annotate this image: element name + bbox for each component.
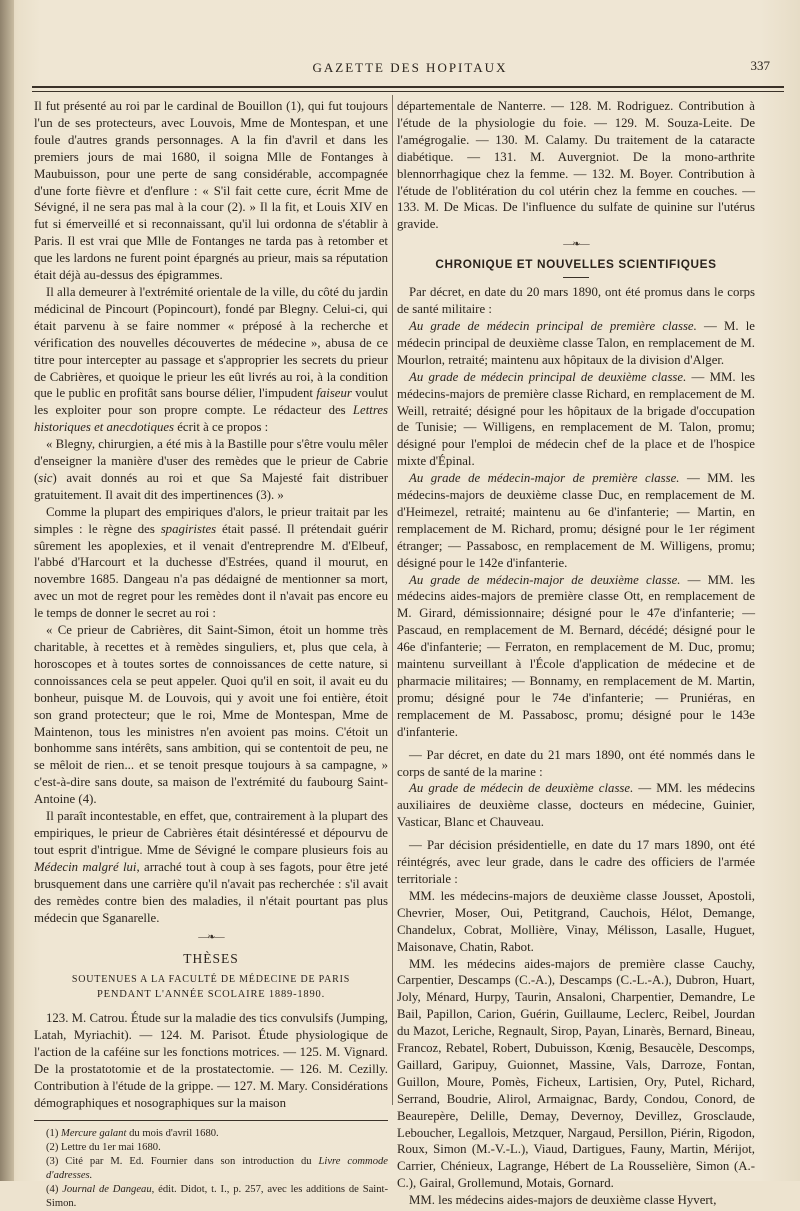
- paragraph: Au grade de médecin principal de première classe. — M. le médecin principal de deuxième classe Talon, en remplacement de M. Mourlon, retraité; maintenu aux hôpitaux de la division d'Alger.: [397, 318, 755, 367]
- right-column: [397, 98, 755, 1209]
- name-list: MM. les médecins-majors de deuxième classe Jousset, Apostoli, Chevrier, Moser, Oui, Petitgrand, Cauchois, Hélot, Demange, Chandelux, Cobrat, Mollière, Vinay, Mélisson, Lasalle, Huguet, Maisonave, Chatin, Rabot.: [397, 888, 755, 954]
- name-list: MM. les médecins aides-majors de première classe Cauchy, Carpentier, Descamps (C.-A.), Descamps (C.-L.-A.), Dubron, Huart, Joly, Ménard, Hurpy, Taurin, Ansaloni, Charpentier, Demandre, Le Bail, Papillon, Carion, Guérin, Guillaume, Leclerc, Reibel, Jourdan du Mazot, Leriche, Regnault, Sirop, Payan, Linarès, Bernard, Bineau, Francoz, Rebatel, Robert, Dubuisson, Kœnig, Besaucèle, Descomps, Gaillard, Garipuy, Guionnet, Massine, Vals, Darroze, Fontan, Guillon, Moure, Pomès, Ficheux, Lartisien, Ory, Putel, Richard, Serrand, Boudrie, Alirol, Armaignac, Bardy, Condou, Conord, de Beaurepère, Delille, Demay, Devernoy, Devillez, Grosclaude, Leboucher, Legallois, Metzquer, Nargaud, Persillon, Piérin, Rigodon, Roux, Simon (M.-V.-L.), Viaud, Dartigues, Fauny, Martin, Mérijot, Carrier, Chénieux, Lagrange, Hébert de La Rousselière, Simon (A.-C.), Gairal, Grollemund, Motais, Gornard.: [397, 956, 755, 1191]
- footnotes: [34, 1127, 388, 1211]
- paragraph: — Par décret, en date du 21 mars 1890, ont été nommés dans le corps de santé de la marine :: [397, 747, 755, 779]
- paragraph: Au grade de médecin de deuxième classe. — MM. les médecins auxiliaires de deuxième classe, docteurs en médecine, Guinier, Vasticar, Blanc et Chauveau.: [397, 781, 755, 830]
- paragraph: Comme la plupart des empiriques d'alors, le prieur traitait par les simples : le règne des spagiristes était passé. Il prétendait guérir sûrement les apoplexies, et il venait d'entreprendre M. d'Elbeuf, l'abbé d'Harcourt et la duchesse d'Estrées, quand il mourut, en novembre 1685. Dangeau n'a pas dédaigné de mentionner sa mort, avec un mot de regret pour les remèdes dont il n'avait pas encore eu le temps de donner le secret au roi :: [34, 504, 388, 621]
- paragraph: Au grade de médecin-major de première classe. — MM. les médecins-majors de deuxième classe Duc, en remplacement de M. d'Heimezel, retraité; maintenu au 6e d'infanterie; — Martin, en remplacement de M. Richard, promu; désigné pour le 1er régiment étranger; — Passabosc, en remplacement de M. Willigens, promu; désigné pour le 142e d'infanterie.: [397, 471, 755, 570]
- theses-subheading-year: PENDANT L'ANNÉE SCOLAIRE 1889-1890.: [96, 989, 326, 1001]
- page-number: 337: [750, 58, 770, 73]
- name-list: MM. les médecins aides-majors de deuxième classe Hyvert,: [409, 1193, 717, 1208]
- header-rule-thick: [32, 86, 784, 88]
- header-rule-thin: [32, 91, 784, 92]
- paragraph: Au grade de médecin-major de deuxième classe. — MM. les médecins aides-majors de première classe Ott, en remplacement de M. Girard, démissionnaire; désigné pour le 47e d'infanterie; — Pascaud, en remplacement de M. Bernard, décédé; désigné pour le 46e d'infanterie; — Ferraton, en remplacement de M. Duc, promu; maintenu surveillant à l'École d'application de médecine et de pharmacie militaires; — Bonnamy, en remplacement de M. Martin, promu; désigné pour le 74e d'infanterie; — Pruniéras, en remplacement de M. Passabosc, promu; désigné pour le 143e d'infanterie.: [397, 572, 755, 739]
- paragraph: Il paraît incontestable, en effet, que, contrairement à la plupart des empiriques, le prieur de Cabrières était désintéressé et dépourvu de tout esprit d'intrigue. Mme de Sévigné le compare plusieurs fois au Médecin malgré lui, arraché tout à coup à ses fagots, pour être jeté brusquement dans une carrière qu'il n'avait pas recherchée : s'il avait des remèdes contre bien des maladies, il n'était pourtant pas plus médecin que Sganarelle.: [34, 809, 388, 925]
- paragraph: Par décret, en date du 20 mars 1890, ont été promus dans le corps de santé militaire :: [397, 285, 755, 317]
- section-ornament: —❧—: [563, 239, 589, 251]
- section-ornament: —❧—: [198, 932, 224, 944]
- footnote: (4) Journal de Dangeau, édit. Didot, t. I., p. 257, avec les additions de Saint-Simon.: [46, 1183, 388, 1209]
- heading-rule: [563, 277, 589, 278]
- quotation: « Ce prieur de Cabrières, dit Saint-Simon, étoit un homme très charitable, à recettes et à remèdes singuliers, et, plus que cela, à horoscopes et à toutes sortes de connoissances de cette nature, si connoissances cela se peut appeler. Quoi qu'il en soit, il avait eu du bonheur, puisque M. de Louvois, qui y avoit une foi entière, étoit son grand protecteur; que le roi, Mme de Montespan, Mme de Maintenon, tous les ministres n'en avoient pas moins. C'étoit un bonhomme sans intérêts, sans ambition, qui se contentoit de peu, ne se mêloit de rien... et se tenoit presque toujours à sa campagne, » c'est-à-dire sans doute, sa maison de l'extrémité du faubourg Saint-Antoine (4).: [34, 623, 388, 807]
- paragraph: Il alla demeurer à l'extrémité orientale de la ville, du côté du jardin médicinal de Pincourt (Popincourt), fondé par Blegny. Celui-ci, qui était parvenu à se faire nommer « préposé à la recherche et vérification des nouvelles découvertes de médecine », abusa de ce titre pour intercepter au passage et s'approprier les secrets du prieur de Cabrières, et quoique le prieur les eût livrés au roi, à la condition que le public en profitât sans bourse délier, l'impudent faiseur voulut les exploiter pour son propre compte. Le rédacteur des Lettres historiques et anecdotiques écrit à ce propos :: [34, 284, 388, 435]
- paragraph: Il fut présenté au roi par le cardinal de Bouillon (1), qui fut toujours l'un de ses protecteurs, avec Louvois, Mme de Montespan, et une foule d'autres grands personnages. A la fin d'avril et dans les premiers jours de mai 1680, il soigna Mlle de Fontanges à Maubuisson, pour une perte de sang considérable, accompagnée d'une forte fièvre et d'enflure : « S'il fait cette cure, écrit Mme de Sévigné, il ne sera pas mal à la cour (2). » Il la fit, et Louis XIV en fut si émerveillé et si reconnaissant, qu'il lui ordonna de s'établir à Paris. Il est vrai que Mlle de Fontanges ne tarda pas à retomber et que les lardons ne furent point épargnés au prieur, mais sa réputation était déjà au-dessus des épigrammes.: [34, 99, 388, 283]
- footnote: (2) Lettre du 1er mai 1680.: [46, 1141, 161, 1153]
- quotation: « Blegny, chirurgien, a été mis à la Bastille pour s'être voulu mêler d'enseigner la manière d'user des remèdes que le prieur de Cabrie (sic) avait donnés au roi et que Sa Majesté fait distribuer gratuitement. Il avait dit des impertinences (3). »: [34, 437, 388, 502]
- footnote: (1) Mercure galant du mois d'avril 1680.: [46, 1127, 219, 1139]
- paragraph: Au grade de médecin principal de deuxième classe. — MM. les médecins-majors de première classe Richard, en remplacement de M. Weill, retraité; désigné pour les hôpitaux de la brigade d'occupation de Tunisie; — Willigens, en remplacement de M. Talon, promu; désigné pour l'emploi de médecin chef de la place et de l'hospice mixte d'Épinal.: [397, 369, 755, 469]
- theses-list: 123. M. Catrou. Étude sur la maladie des tics convulsifs (Jumping, Latah, Myriachit). — 124. M. Parisot. Étude physiologique de l'action de la caféine sur les fonctions motrices. — 125. M. Vignard. De la prostatotomie et de la prostatectomie. — 126. M. Cezilly. Contribution à l'étude de la grippe. — 127. M. Mary. Considérations démographiques et nosographiques sur la maison: [34, 1011, 388, 1110]
- paragraph: — Par décision présidentielle, en date du 17 mars 1890, ont été réintégrés, avec leur grade, dans le cadre des officiers de l'armée territoriale :: [397, 838, 755, 886]
- running-head: [40, 56, 780, 80]
- journal-title: GAZETTE DES HOPITAUX: [312, 60, 508, 75]
- chronique-heading: CHRONIQUE ET NOUVELLES SCIENTIFIQUES: [435, 257, 717, 272]
- footnote: (3) Cité par M. Ed. Fournier dans son introduction du Livre commode d'adresses.: [46, 1155, 388, 1181]
- left-column: [34, 98, 388, 1211]
- theses-heading: THÈSES: [183, 951, 239, 967]
- page-binding-shadow: [0, 0, 14, 1181]
- footnote-rule: [34, 1120, 388, 1121]
- theses-subheading: SOUTENUES A LA FACULTÉ DE MÉDECINE DE PARIS: [71, 974, 351, 986]
- theses-list-continued: départementale de Nanterre. — 128. M. Rodriguez. Contribution à l'étude de la physiologie du foie. — 129. M. Souza-Leite. De l'amégrogalie. — 130. M. Calamy. Du traitement de la cataracte diabétique. — 131. M. Auvergniot. De la mono-arthrite blennorrhagique chez la femme. — 132. M. Boyer. Contribution à l'étude de l'oblitération du col utérin chez la femme en couches. — 133. M. De Micas. De l'influence du sulfate de quinine sur l'utérus gravide.: [397, 99, 755, 232]
- column-divider: [392, 95, 393, 1105]
